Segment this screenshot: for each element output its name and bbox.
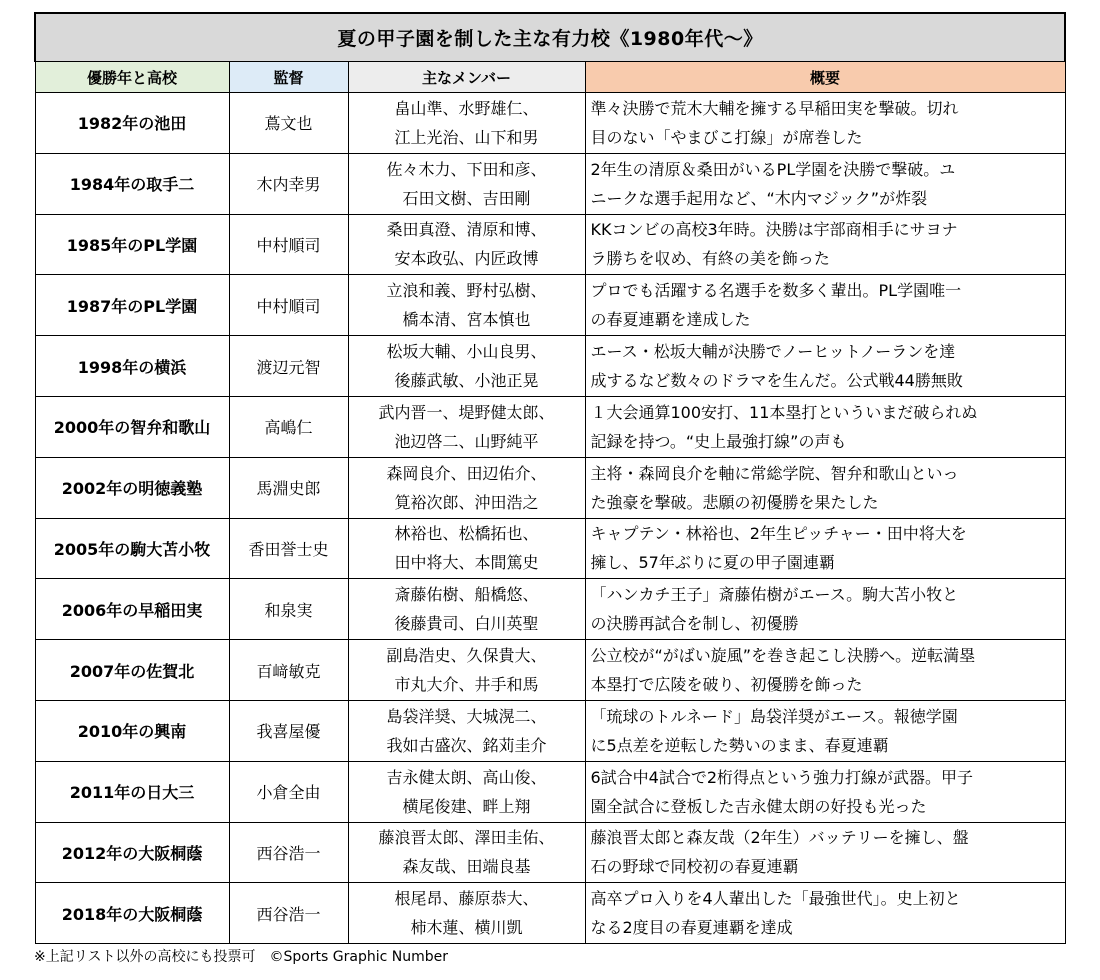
member-line: 武内晋一、堤野健太郎、 <box>378 402 555 422</box>
table-row <box>35 640 1065 701</box>
summary-line: ニークな選手起用など、“木内マジック”が炸裂 <box>590 188 928 208</box>
members-cell <box>348 93 585 154</box>
school-cell: 2000年の智弁和歌山 <box>35 396 229 457</box>
summary-line: 「琉球のトルネード」島袋洋奨がエース。報徳学園 <box>590 706 958 726</box>
summary-line: プロでも活躍する名選手を数多く輩出。PL学園唯一 <box>590 281 962 301</box>
summary-line: なる2度目の春夏連覇を達成 <box>590 918 793 938</box>
summary-cell <box>585 457 1065 518</box>
member-line: 安本政弘、内匠政博 <box>394 249 539 269</box>
summary-cell <box>585 761 1065 822</box>
summary-line: た強豪を撃破。悲願の初優勝を果たした <box>590 492 879 512</box>
footer-note: ※上記リスト以外の高校にも投票可 ©Sports Graphic Number <box>34 949 448 965</box>
summary-line: 石の野球で同校初の春夏連覇 <box>590 857 799 877</box>
summary-cell <box>585 518 1065 579</box>
summary-line: 記録を持つ。“史上最強打線”の声も <box>590 431 847 451</box>
school-cell: 2007年の佐賀北 <box>35 640 229 701</box>
school-cell: 2012年の大阪桐蔭 <box>35 822 229 883</box>
table-row <box>35 579 1065 640</box>
table-row <box>35 822 1065 883</box>
member-line: 江上光治、山下和男 <box>394 127 539 147</box>
member-line: 石田文樹、吉田剛 <box>402 188 531 208</box>
members-cell <box>348 214 585 275</box>
table-body <box>35 93 1065 944</box>
members-cell <box>348 336 585 397</box>
summary-line: 「ハンカチ王子」斎藤佑樹がエース。駒大苫小牧と <box>590 585 959 605</box>
summary-cell <box>585 336 1065 397</box>
member-line: 横尾俊建、畔上翔 <box>402 796 531 816</box>
coach-cell: 西谷浩一 <box>229 822 348 883</box>
summary-line: 本塁打で広陵を破り、初優勝を飾った <box>590 675 863 695</box>
table-row <box>35 336 1065 397</box>
coach-cell: 渡辺元智 <box>229 336 348 397</box>
member-line: 斎藤佑樹、船橋悠、 <box>394 585 539 605</box>
members-cell <box>348 822 585 883</box>
members-cell <box>348 761 585 822</box>
summary-line: 藤浪晋太郎と森友哉（2年生）バッテリーを擁し、盤 <box>590 828 969 848</box>
member-line: 田中将大、本間篤史 <box>394 553 539 573</box>
summary-line: 2年生の清原＆桑田がいるPL学園を決勝で撃破。ユ <box>590 159 956 179</box>
member-line: 藤浪晋太郎、澤田圭佑、 <box>378 828 555 848</box>
summary-line: の春夏連覇を達成した <box>590 310 751 330</box>
school-cell: 1985年のPL学園 <box>35 214 229 275</box>
member-line: 吉永健太朗、高山俊、 <box>386 767 547 787</box>
summary-line: 成するなど数々のドラマを生んだ。公式戦44勝無敗 <box>590 371 963 391</box>
school-cell: 2006年の早稲田実 <box>35 579 229 640</box>
school-cell: 1987年のPL学園 <box>35 275 229 336</box>
school-cell: 1982年の池田 <box>35 93 229 154</box>
table-row <box>35 518 1065 579</box>
school-cell: 1984年の取手二 <box>35 153 229 214</box>
member-line: 林裕也、松橋拓也、 <box>394 524 539 544</box>
table-row <box>35 153 1065 214</box>
header-summary: 概要 <box>585 62 1065 93</box>
member-line: 後藤武敏、小池正晃 <box>394 371 539 391</box>
table-row <box>35 700 1065 761</box>
member-line: 筧裕次郎、沖田浩之 <box>394 492 539 512</box>
summary-line: 目のない「やまびこ打線」が席巻した <box>590 127 863 147</box>
members-cell <box>348 518 585 579</box>
coach-cell: 我喜屋優 <box>229 700 348 761</box>
school-cell: 1998年の横浜 <box>35 336 229 397</box>
summary-line: の決勝再試合を制し、初優勝 <box>590 614 799 634</box>
summary-cell <box>585 153 1065 214</box>
summary-cell <box>585 883 1065 944</box>
table-row <box>35 214 1065 275</box>
school-cell: 2011年の日大三 <box>35 761 229 822</box>
summary-cell <box>585 640 1065 701</box>
members-cell <box>348 153 585 214</box>
members-cell <box>348 579 585 640</box>
table-row <box>35 883 1065 944</box>
coach-cell: 中村順司 <box>229 275 348 336</box>
member-line: 森岡良介、田辺佑介、 <box>386 463 547 483</box>
summary-cell <box>585 93 1065 154</box>
member-line: 橋本清、宮本慎也 <box>402 310 531 330</box>
member-line: 森友哉、田端良基 <box>402 857 531 877</box>
summary-line: 主将・森岡良介を軸に常総学院、智弁和歌山といっ <box>590 463 959 483</box>
coach-cell: 馬淵史郎 <box>229 457 348 518</box>
school-cell: 2005年の駒大苫小牧 <box>35 518 229 579</box>
school-cell: 2002年の明徳義塾 <box>35 457 229 518</box>
summary-line: 高卒プロ入りを4人輩出した「最強世代」。史上初と <box>590 889 961 909</box>
coach-cell: 百﨑敏克 <box>229 640 348 701</box>
member-line: 佐々木力、下田和彦、 <box>386 159 547 179</box>
header-school: 優勝年と高校 <box>35 62 229 93</box>
table-row <box>35 275 1065 336</box>
summary-cell <box>585 396 1065 457</box>
coach-cell: 木内幸男 <box>229 153 348 214</box>
header-members: 主なメンバー <box>348 62 585 93</box>
summary-line: 園全試合に登板した吉永健太朗の好投も光った <box>590 796 927 816</box>
members-cell <box>348 640 585 701</box>
summary-line: 準々決勝で荒木大輔を擁する早稲田実を撃破。切れ <box>590 98 959 118</box>
member-line: 後藤貴司、白川英聖 <box>394 614 539 634</box>
summary-line: エース・松坂大輔が決勝でノーヒットノーランを達 <box>590 342 956 362</box>
summary-cell <box>585 822 1065 883</box>
member-line: 島袋洋奨、大城滉二、 <box>386 706 547 726</box>
member-line: 桑田真澄、清原和博、 <box>386 220 547 240</box>
table-row <box>35 457 1065 518</box>
member-line: 副島浩史、久保貴大、 <box>386 646 547 666</box>
members-cell <box>348 700 585 761</box>
summary-line: １大会通算100安打、11本塁打といういまだ破られぬ <box>590 402 978 422</box>
coach-cell: 香田誉士史 <box>229 518 348 579</box>
table-row <box>35 396 1065 457</box>
summary-line: キャプテン・林裕也、2年生ピッチャー・田中将大を <box>590 524 967 544</box>
summary-line: ラ勝ちを収め、有終の美を飾った <box>590 249 830 269</box>
summary-cell <box>585 579 1065 640</box>
coach-cell: 小倉全由 <box>229 761 348 822</box>
member-line: 我如古盛次、銘苅圭介 <box>386 735 547 755</box>
member-line: 池辺啓二、山野純平 <box>394 431 539 451</box>
school-cell: 2018年の大阪桐蔭 <box>35 883 229 944</box>
members-cell <box>348 883 585 944</box>
coach-cell: 中村順司 <box>229 214 348 275</box>
summary-line: 公立校が“がばい旋風”を巻き起こし決勝へ。逆転満塁 <box>590 646 976 666</box>
members-cell <box>348 457 585 518</box>
summary-line: KKコンビの高校3年時。決勝は宇部商相手にサヨナ <box>590 220 958 240</box>
members-cell <box>348 275 585 336</box>
header-coach: 監督 <box>229 62 348 93</box>
member-line: 畠山準、水野雄仁、 <box>394 98 539 118</box>
member-line: 柿木蓮、横川凱 <box>410 918 523 938</box>
table-row <box>35 93 1065 154</box>
champions-table-container <box>34 12 1064 944</box>
summary-cell <box>585 700 1065 761</box>
coach-cell: 西谷浩一 <box>229 883 348 944</box>
summary-cell <box>585 214 1065 275</box>
member-line: 根尾昂、藤原恭大、 <box>394 889 539 909</box>
summary-line: 6試合中4試合で2桁得点という強力打線が武器。甲子 <box>590 767 974 787</box>
champions-table <box>34 12 1066 944</box>
coach-cell: 和泉実 <box>229 579 348 640</box>
summary-line: 擁し、57年ぶりに夏の甲子園連覇 <box>590 553 835 573</box>
summary-line: に5点差を逆転した勢いのまま、春夏連覇 <box>590 735 889 755</box>
coach-cell: 高嶋仁 <box>229 396 348 457</box>
table-row <box>35 761 1065 822</box>
table-title: 夏の甲子園を制した主な有力校《1980年代〜》 <box>35 13 1065 62</box>
members-cell <box>348 396 585 457</box>
member-line: 立浪和義、野村弘樹、 <box>386 281 547 301</box>
summary-cell <box>585 275 1065 336</box>
member-line: 市丸大介、井手和馬 <box>394 675 539 695</box>
member-line: 松坂大輔、小山良男、 <box>386 342 547 362</box>
school-cell: 2010年の興南 <box>35 700 229 761</box>
coach-cell: 蔦文也 <box>229 93 348 154</box>
